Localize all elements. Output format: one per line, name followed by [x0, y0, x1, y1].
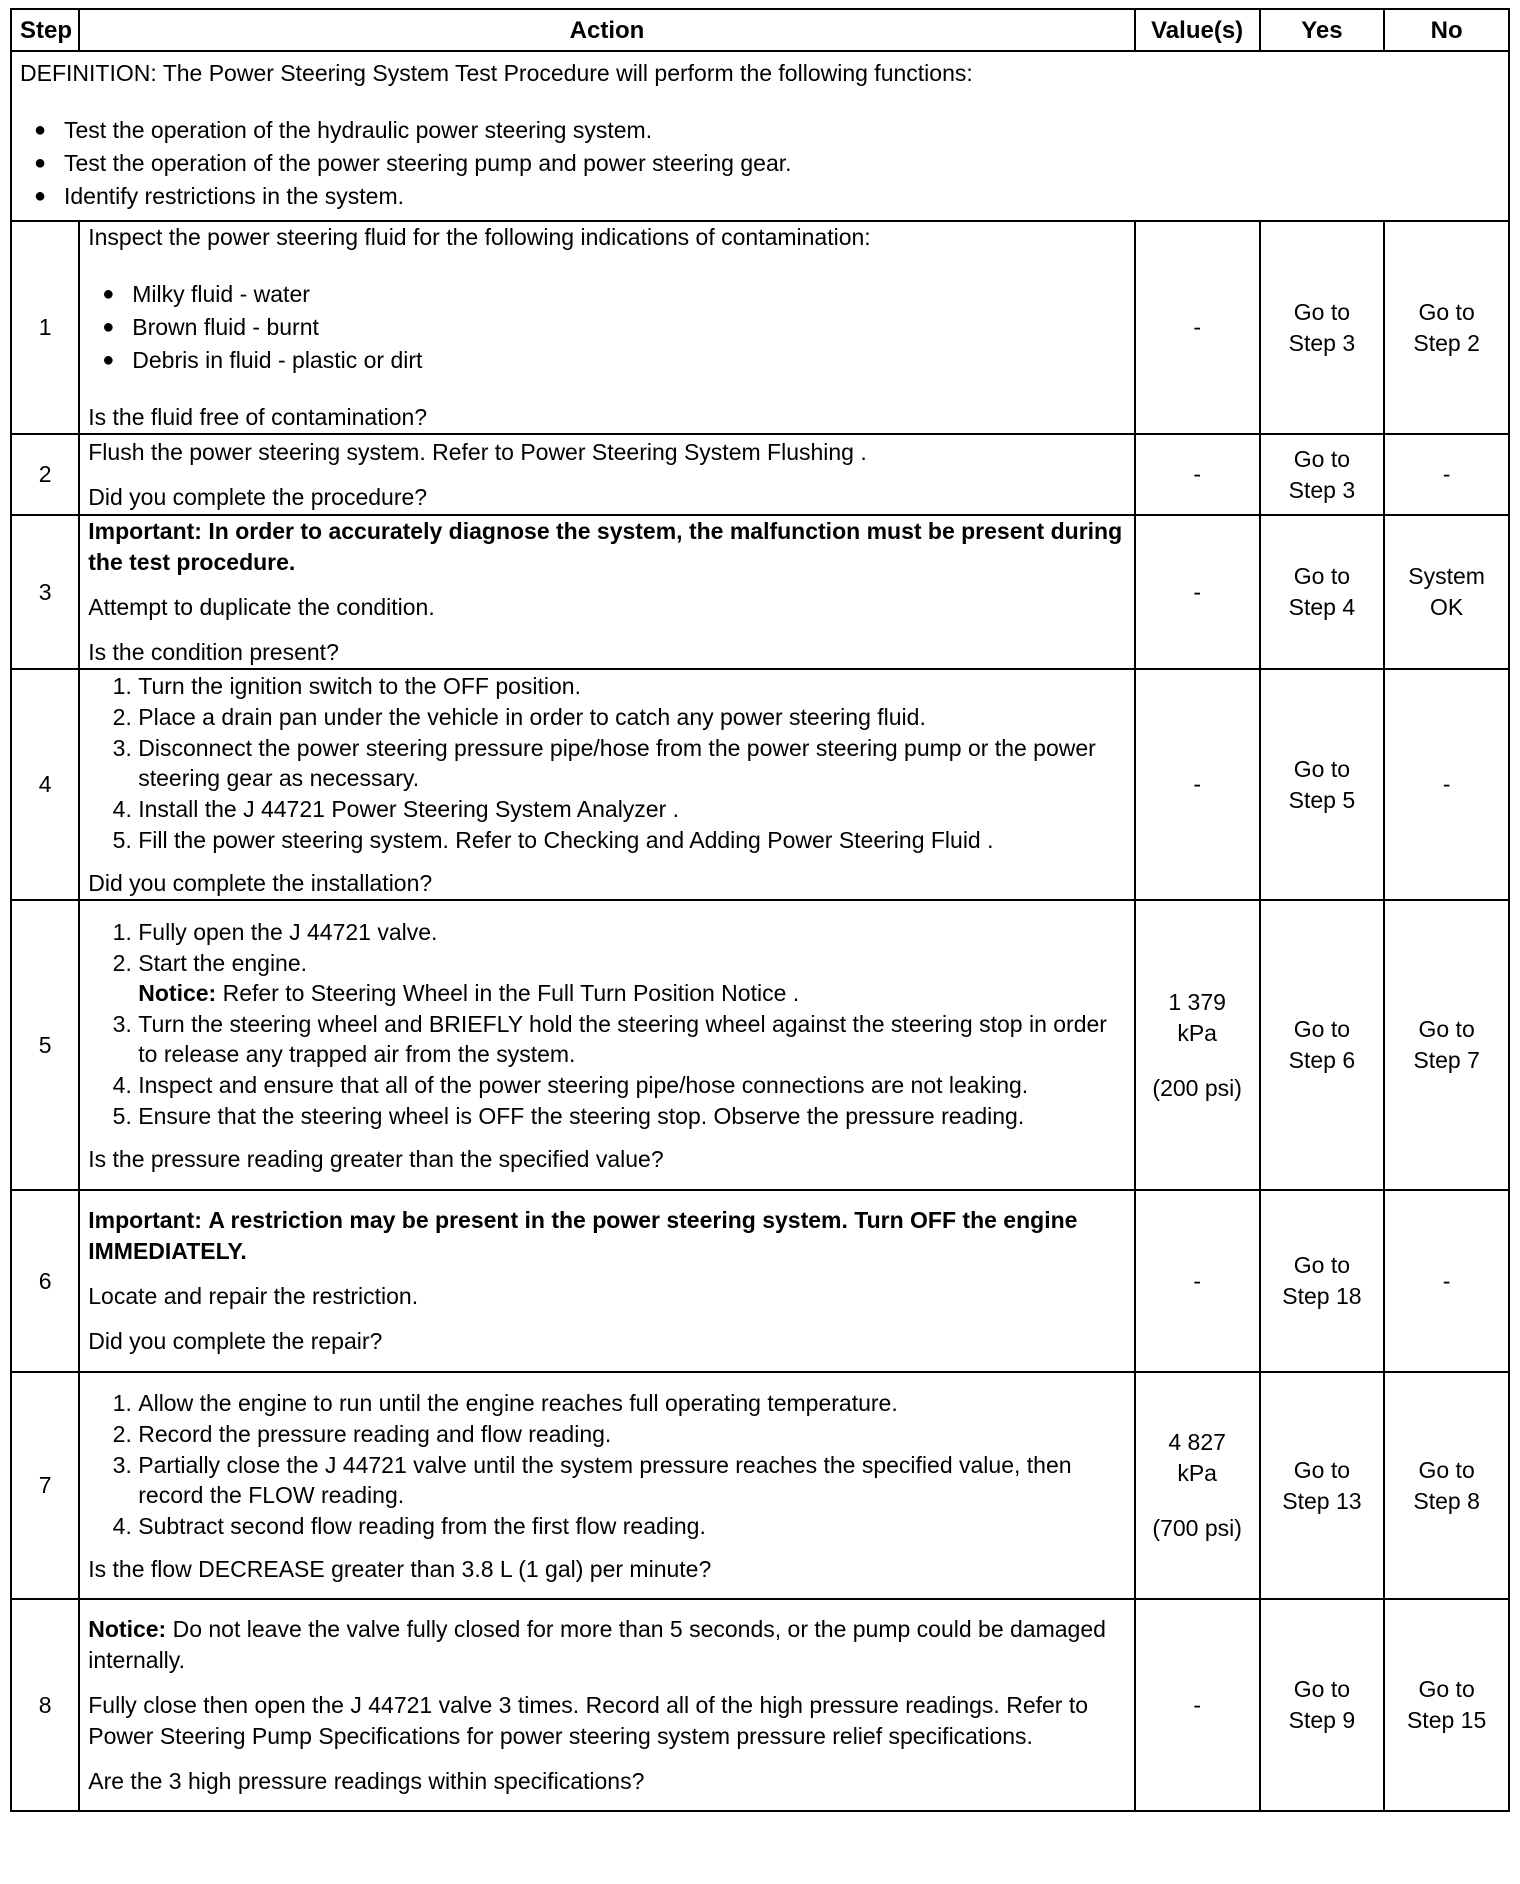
yes-cell — [1260, 434, 1385, 515]
table-row — [11, 669, 1509, 900]
no-cell — [1384, 1190, 1509, 1372]
no-line: Step 2 — [1413, 329, 1480, 356]
yes-line: Step 13 — [1282, 1487, 1362, 1514]
notice-label: Notice: — [88, 1615, 167, 1642]
value-cell: - — [1135, 221, 1260, 434]
important-label: Important: — [88, 1207, 202, 1233]
yes-line: Step 6 — [1288, 1047, 1356, 1073]
no-line: Go to — [1418, 1676, 1475, 1702]
list-item: 4. Subtract second flow reading from the first flow reading. — [138, 1511, 1126, 1541]
yes-cell — [1260, 669, 1385, 900]
numbered-list — [88, 671, 1126, 855]
important-label: Important: — [88, 518, 202, 544]
table-row — [11, 1372, 1509, 1599]
step-text: Flush the power steering system. Refer to Power Steering System Flushing . — [88, 438, 867, 465]
step-text: Attempt to duplicate the condition. — [88, 594, 435, 620]
yes-line: Step 18 — [1282, 1283, 1362, 1309]
list-item: ● Debris in fluid - plastic or dirt — [132, 345, 1126, 376]
list-item — [138, 948, 1126, 1008]
yes-line: Step 3 — [1288, 476, 1356, 503]
yes-line: Step 5 — [1288, 786, 1356, 813]
no-line: Go to — [1418, 1456, 1475, 1483]
step-question: Is the flow DECREASE greater than 3.8 L (1 gal) per minute? — [88, 1555, 712, 1582]
step-number: 2 — [11, 434, 79, 515]
step-text: Fully close then open the J 44721 valve 3 times. Record all of the high pressure readings. Refer to Power Steering Pump Specifications for power steering system pressure relief specifications. — [88, 1691, 1089, 1749]
list-item: 3. Disconnect the power steering pressure pipe/hose from the power steering pump or the power steering gear as necessary. — [138, 733, 1126, 793]
step-question: Are the 3 high pressure readings within specifications? — [88, 1767, 645, 1794]
value-cell — [1135, 1372, 1260, 1599]
list-item: 2. Record the pressure reading and flow reading. — [138, 1419, 1126, 1449]
step-number: 8 — [11, 1599, 79, 1811]
list-item: 1. Turn the ignition switch to the OFF position. — [138, 671, 1126, 701]
action-cell — [79, 515, 1135, 669]
list-item: ● Identify restrictions in the system. — [64, 181, 1500, 212]
notice-text: Refer to Steering Wheel in the Full Turn Position Notice . — [222, 979, 800, 1006]
list-item: 5. Fill the power steering system. Refer to Checking and Adding Power Steering Fluid . — [138, 825, 1126, 855]
no-line: - — [1442, 461, 1451, 487]
no-line: System — [1408, 563, 1485, 589]
header-values: Value(s) — [1135, 9, 1260, 51]
definition-row — [11, 51, 1509, 221]
action-cell — [79, 1190, 1135, 1372]
contamination-list — [88, 279, 1126, 376]
action-cell — [79, 434, 1135, 515]
value-cell: - — [1135, 669, 1260, 900]
step-number: 4 — [11, 669, 79, 900]
table-row — [11, 1599, 1509, 1811]
list-item: 3. Turn the steering wheel and BRIEFLY hold the steering wheel against the steering stop in order to release any trapped air from the system. — [138, 1009, 1126, 1069]
yes-cell — [1260, 1372, 1385, 1599]
step-number: 5 — [11, 900, 79, 1190]
yes-cell — [1260, 515, 1385, 669]
numbered-list — [88, 1388, 1126, 1541]
action-cell — [79, 221, 1135, 434]
value-line: kPa — [1177, 1460, 1217, 1486]
value-cell: - — [1135, 1190, 1260, 1372]
value-line: kPa — [1177, 1019, 1217, 1046]
definition-bullets — [20, 115, 1500, 212]
header-yes: Yes — [1260, 9, 1385, 51]
header-step: Step — [11, 9, 79, 51]
list-item: 1. Allow the engine to run until the engine reaches full operating temperature. — [138, 1388, 1126, 1418]
notice-label: Notice: — [138, 979, 217, 1006]
list-item-text: 2. Start the engine. — [138, 949, 308, 976]
no-line: Go to — [1418, 1016, 1475, 1042]
action-cell — [79, 1599, 1135, 1811]
yes-line: Step 4 — [1288, 594, 1356, 620]
list-item: ● Brown fluid - burnt — [132, 312, 1126, 343]
yes-cell — [1260, 900, 1385, 1190]
important-note — [88, 516, 1126, 578]
table-row — [11, 900, 1509, 1190]
action-cell — [79, 900, 1135, 1190]
notice-text: Do not leave the valve fully closed for more than 5 seconds, or the pump could be damaged internally. — [88, 1615, 1106, 1673]
step-number: 7 — [11, 1372, 79, 1599]
value-cell: - — [1135, 434, 1260, 515]
no-cell — [1384, 434, 1509, 515]
yes-line: Go to — [1293, 563, 1351, 589]
yes-line: Step 3 — [1288, 329, 1356, 356]
table-header-row — [11, 9, 1509, 51]
no-cell — [1384, 1599, 1509, 1811]
list-item: ● Test the operation of the hydraulic power steering system. — [64, 115, 1500, 146]
yes-line: Step 9 — [1288, 1707, 1356, 1733]
yes-cell — [1260, 1190, 1385, 1372]
step-number: 3 — [11, 515, 79, 669]
list-item: 4. Install the J 44721 Power Steering System Analyzer . — [138, 794, 1126, 824]
step-question: Is the fluid free of contamination? — [88, 404, 428, 430]
step-question: Did you complete the procedure? — [88, 483, 428, 510]
notice-note — [88, 1614, 1126, 1676]
no-cell — [1384, 669, 1509, 900]
yes-line: Go to — [1293, 445, 1351, 472]
header-action: Action — [79, 9, 1135, 51]
step-question: Is the pressure reading greater than the specified value? — [88, 1145, 664, 1172]
important-note — [88, 1205, 1126, 1267]
table-row — [11, 515, 1509, 669]
notice-note — [138, 978, 1126, 1008]
important-text: A restriction may be present in the power steering system. Turn OFF the engine IMMEDIATELY. — [88, 1207, 1078, 1264]
header-no: No — [1384, 9, 1509, 51]
step-number: 1 — [11, 221, 79, 434]
step-number: 6 — [11, 1190, 79, 1372]
value-cell: - — [1135, 515, 1260, 669]
list-item: ● Test the operation of the power steering pump and power steering gear. — [64, 148, 1500, 179]
definition-cell — [11, 51, 1509, 221]
no-line: - — [1442, 1267, 1451, 1294]
step-question: Did you complete the installation? — [88, 870, 433, 896]
table-row — [11, 434, 1509, 515]
no-cell — [1384, 1372, 1509, 1599]
no-line: - — [1442, 771, 1451, 797]
list-item: 5. Ensure that the steering wheel is OFF the steering stop. Observe the pressure reading. — [138, 1101, 1126, 1131]
numbered-list — [88, 917, 1126, 1131]
no-cell — [1384, 515, 1509, 669]
step-question: Did you complete the repair? — [88, 1328, 383, 1354]
definition-text: DEFINITION: The Power Steering System Test Procedure will perform the following functions: — [20, 60, 973, 86]
yes-cell — [1260, 1599, 1385, 1811]
list-item: 3. Partially close the J 44721 valve until the system pressure reaches the specified value, then record the FLOW reading. — [138, 1450, 1126, 1510]
value-line: 4 827 — [1168, 1429, 1226, 1455]
list-item: 4. Inspect and ensure that all of the power steering pipe/hose connections are not leaking. — [138, 1070, 1126, 1100]
no-line: OK — [1430, 594, 1464, 620]
table-row — [11, 221, 1509, 434]
value-line: (200 psi) — [1152, 1074, 1242, 1101]
no-line: Go to — [1418, 298, 1475, 325]
value-cell: - — [1135, 1599, 1260, 1811]
diagnostic-procedure-table — [10, 8, 1510, 1812]
yes-line: Go to — [1293, 1456, 1351, 1483]
important-text: In order to accurately diagnose the system, the malfunction must be present during the test procedure. — [88, 518, 1123, 575]
action-cell — [79, 669, 1135, 900]
yes-line: Go to — [1293, 1252, 1351, 1278]
no-line: Step 8 — [1413, 1487, 1480, 1514]
no-cell — [1384, 900, 1509, 1190]
table-row — [11, 1190, 1509, 1372]
list-item: ● Milky fluid - water — [132, 279, 1126, 310]
no-cell — [1384, 221, 1509, 434]
value-cell — [1135, 900, 1260, 1190]
value-line: 1 379 — [1168, 988, 1226, 1015]
step-question: Is the condition present? — [88, 639, 339, 665]
yes-line: Go to — [1293, 298, 1351, 325]
yes-cell — [1260, 221, 1385, 434]
yes-line: Go to — [1293, 1016, 1351, 1042]
value-line: (700 psi) — [1152, 1515, 1242, 1541]
list-item: 1. Fully open the J 44721 valve. — [138, 917, 1126, 947]
yes-line: Go to — [1293, 1676, 1351, 1702]
step-text: Locate and repair the restriction. — [88, 1283, 419, 1309]
step-intro: Inspect the power steering fluid for the following indications of contamination: — [88, 224, 871, 250]
list-item: 2. Place a drain pan under the vehicle in order to catch any power steering fluid. — [138, 702, 1126, 732]
yes-line: Go to — [1293, 755, 1351, 782]
no-line: Step 7 — [1413, 1047, 1480, 1073]
no-line: Step 15 — [1406, 1707, 1487, 1733]
action-cell — [79, 1372, 1135, 1599]
